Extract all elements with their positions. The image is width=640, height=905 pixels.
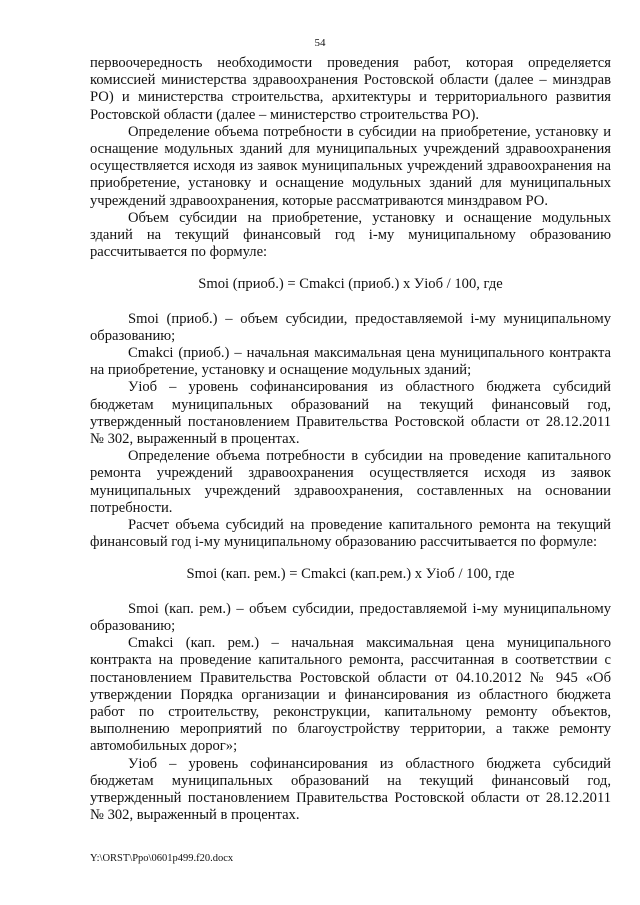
paragraph-subsidy-demand-modular: Определение объема потребности в субсидии на приобретение, установку и оснащение модульных зданий для муниципальных учреждений здравоохранения осуществляется исходя из заявок муниципальных учреждений здравоохранения на приобретение, установку и оснащение модульных зданий для муниципальных учреждений здравоохранения, которые рассматриваются минздравом РО. <box>90 123 611 209</box>
document-body <box>90 55 611 824</box>
definition-cmakci-purchase: Cmakci (приоб.) – начальная максимальная цена муниципального контракта на приобретение, установку и оснащение модульных зданий; <box>90 345 611 379</box>
definition-smoi-repair: Smoi (кап. рем.) – объем субсидии, предоставляемой i-му муниципальному образованию; <box>90 600 611 634</box>
definition-uiob-2: Уioб – уровень софинансирования из областного бюджета субсидий бюджетам муниципальных образований на текущий финансовый год, утвержденный постановлением Правительства Ростовской области от 28.12.2011 № 302, выраженный в процентах. <box>90 755 611 824</box>
paragraph-subsidy-demand-repair: Определение объема потребности в субсидии на проведение капитального ремонта учреждений здравоохранения осуществляется исходя из заявок муниципальных учреждений здравоохранения, составленных на основании потребности. <box>90 448 611 516</box>
formula-purchase: Smoi (приоб.) = Cmakci (приоб.) x Уioб / 100, где <box>198 276 503 293</box>
definition-uiob-1: Уioб – уровень софинансирования из областного бюджета субсидий бюджетам муниципальных образований на текущий финансовый год, утвержденный постановлением Правительства Ростовской области от 28.12.2011 № 302, выраженный в процентах. <box>90 379 611 448</box>
paragraph-subsidy-volume-intro: Объем субсидии на приобретение, установку и оснащение модульных зданий на текущий финансовый год i-му муниципальному образованию рассчитывается по формуле: <box>90 209 611 261</box>
formula-repair: Smoi (кап. рем.) = Cmakci (кап.рем.) x Уioб / 100, где <box>186 566 515 583</box>
paragraph-repair-calc-intro: Расчет объема субсидий на проведение капитального ремонта на текущий финансовый год i-му муниципальному образованию рассчитывается по формуле: <box>90 517 611 551</box>
page-number: 54 <box>314 37 326 49</box>
definition-cmakci-repair: Cmakci (кап. рем.) – начальная максимальная цена муниципального контракта на проведение капитального ремонта, рассчитанная в соответствии с постановлением Правительства Ростовской области от 04.10.2012 № 945 «Об утверждении Порядка организации и финансирования из областного бюджета работ по строительству, реконструкции, капитальному ремонту объектов, выполнению мероприятий по благоустройству территории, а также ремонту автомобильных дорог»; <box>90 635 611 755</box>
file-path-footer: Y:\ORST\Ppo\0601p499.f20.docx <box>90 853 234 864</box>
paragraph-continuation: первоочередность необходимости проведения работ, которая определяется комиссией министерства здравоохранения Ростовской области (далее – минздрав РО) и министерства строительства, архитектуры и территориального развития Ростовской области (далее – министерство строительства РО). <box>90 55 611 123</box>
definition-smoi-purchase: Smoi (приоб.) – объем субсидии, предоставляемой i-му муниципальному образованию; <box>90 310 611 344</box>
